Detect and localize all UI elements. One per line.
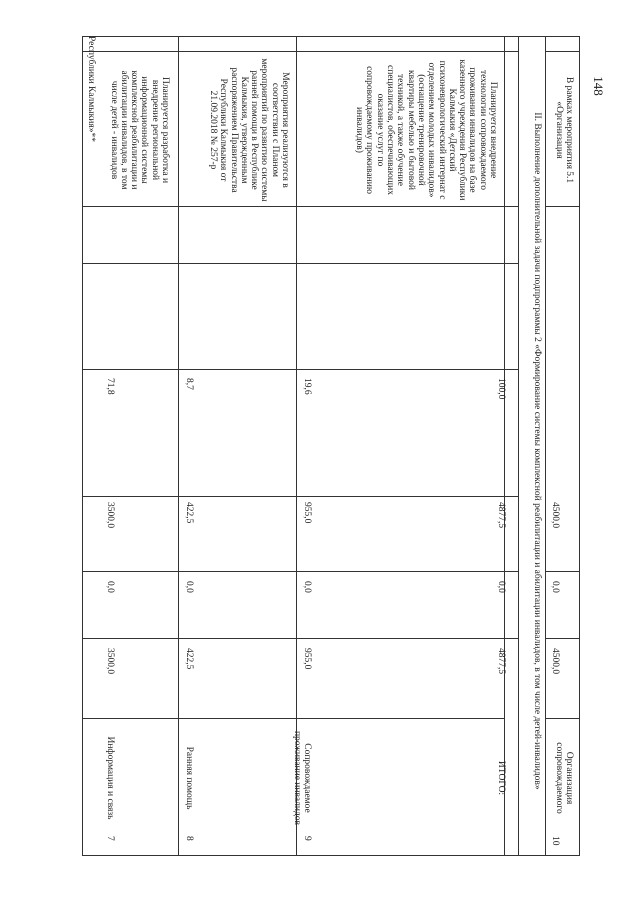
row-10-value-2: 0,0 (550, 581, 560, 593)
row-9-name: Сопровождаемое проживание инвалидов (291, 730, 312, 826)
row-9-value-4: 19,6 (302, 378, 312, 395)
row-8-value-3: 422,5 (184, 502, 194, 524)
col-divider (82, 718, 504, 719)
row-10-value-1: 4500,0 (550, 648, 560, 675)
total-value-3: 4877,5 (496, 502, 506, 529)
row-9-value-3: 955,0 (302, 502, 312, 524)
col-divider (545, 51, 580, 52)
row-divider (178, 36, 179, 856)
row-8-value-1: 422,5 (184, 648, 194, 670)
col-divider (545, 571, 580, 572)
row-10-value-3: 4500,0 (550, 502, 560, 529)
row-7-name: Информация и связь (105, 736, 115, 820)
row-10-name: Организация сопровождаемого (553, 742, 574, 814)
section-2-title: II. Выполнение дополнительной задачи подпрограммы 2 «Формирование системы комплексной реабилитации и абилитации инвалидов, в том числе детей-инвалидов» (532, 112, 542, 790)
total-label: ИТОГО: (496, 760, 506, 796)
row-9-value-2: 0,0 (302, 581, 312, 593)
row-8-value-2: 0,0 (184, 581, 194, 593)
col-divider (82, 263, 518, 264)
row-7-value-3: 3500,0 (105, 502, 115, 529)
row-9-number: 9 (302, 836, 312, 841)
row-7-value-1: 3500,0 (105, 648, 115, 675)
col-divider (82, 51, 518, 52)
row-8-number: 8 (184, 836, 194, 841)
col-divider (545, 206, 580, 207)
col-divider (82, 496, 518, 497)
col-divider (82, 571, 518, 572)
row-9-note: Планируется внедрение технологии сопровождаемого проживания инвалидов на базе казенного учреждения Республики Калмыкия «Детский психоневрологический интернат с отделением молодых инвалидов» (оснащение тренировочной квартиры мебелью и бытовой техникой, а также обучение специалистов, обеспечивающих оказание услуг по сопровождаемому проживанию инвалидов) (354, 59, 498, 201)
row-7-value-2: 0,0 (105, 581, 115, 593)
row-7-note: Планируется разработка и внедрение региональной информационной системы комплексной реабилитации и абилитации инвалидов, в том числе детей - инвалидов (108, 70, 170, 190)
row-8-name: Ранняя помощь (184, 746, 194, 810)
row-8-note: Мероприятия реализуются в соответствии с Планом мероприятий по развитию системы ранней помощи в Республике Калмыкия, утвержденным распоряжением Правительства Республики Калмыкия от 21.09.2018 № 257-р (207, 58, 290, 202)
row-8-value-4: 8,7 (184, 378, 194, 390)
col-divider (82, 206, 518, 207)
row-10-number: 10 (550, 836, 560, 846)
total-value-2: 0,0 (496, 581, 506, 593)
page-number: 148 (591, 76, 606, 96)
row-7-value-4: 71,8 (105, 378, 115, 395)
row-10-note: В рамках мероприятия 5.1 «Организация (553, 76, 574, 184)
col-divider (82, 369, 518, 370)
row-9-value-1: 955,0 (302, 648, 312, 670)
total-value-1: 4877,5 (496, 648, 506, 675)
col-divider (545, 718, 580, 719)
top-row-note: Республики Калмыкия»** (86, 36, 96, 142)
row-7-number: 7 (105, 836, 115, 841)
rotated-table (82, 36, 580, 856)
total-value-4: 100,0 (496, 378, 506, 400)
